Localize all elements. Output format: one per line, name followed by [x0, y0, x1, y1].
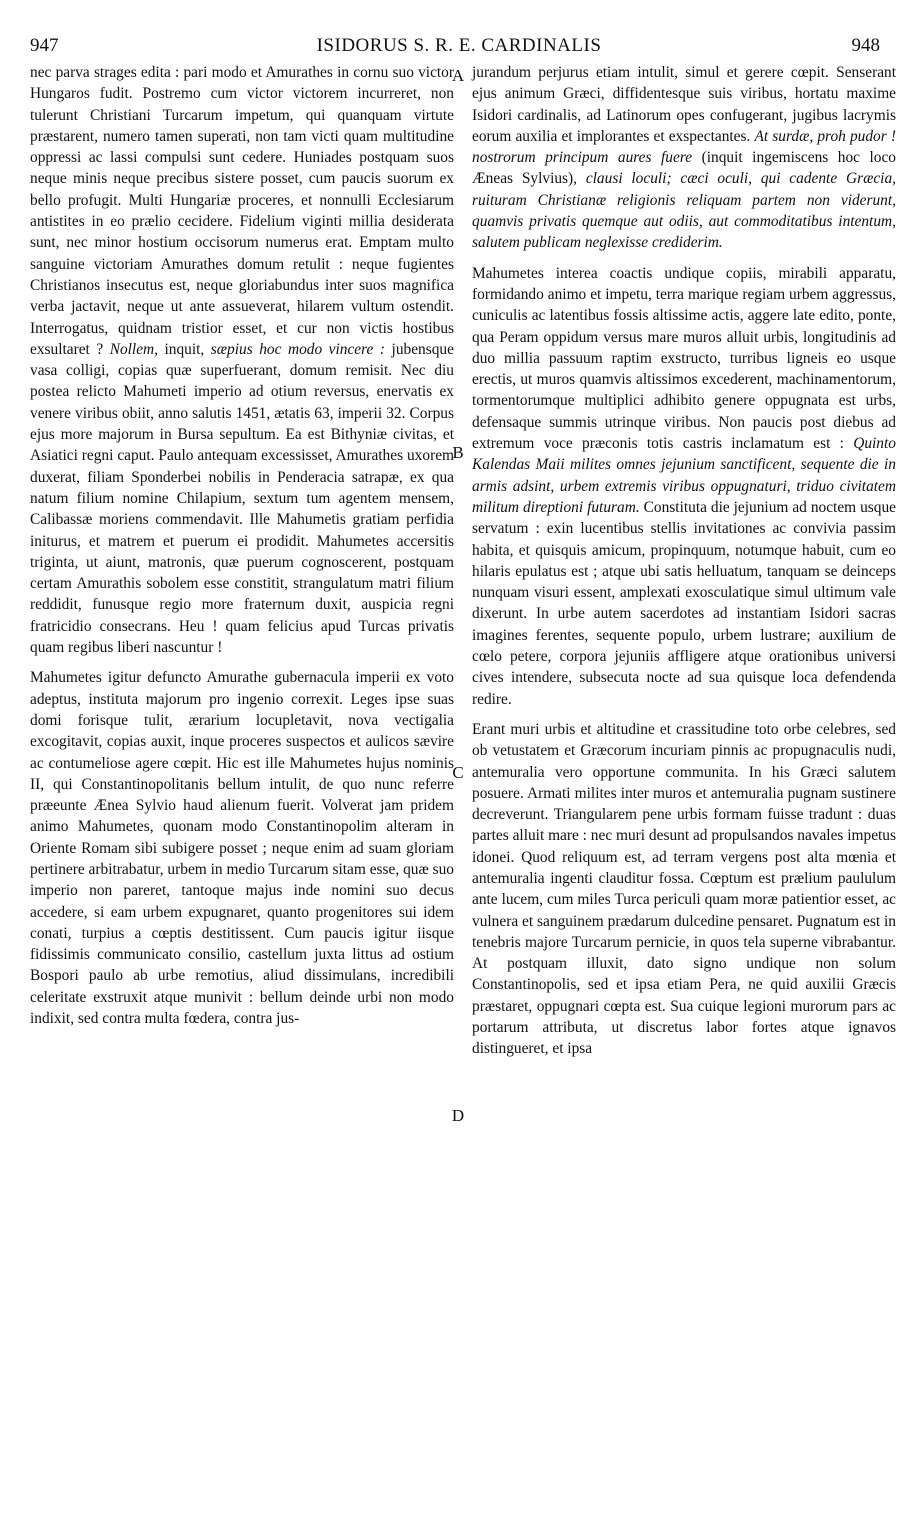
left-quote: Nollem,: [109, 340, 158, 358]
right-text: Mahumetes interea coactis undique copiis, mirabili apparatu, formidando animo et impetu, terra marique regiam urbem aggressus, cuniculis ac latentibus fossis altissime actis, aggere late edito, ponte, qua Peram oppidum versus mare muros alluit urbis, longitudinis ad duo millia passuum raptim exstructo, turribus ligneis eo usque erectis, ut muros quamvis altissimos excederent, machinamentorum, tormentorumque multiplici adhibito genere oppugnata est urbs, defensaque summis utrinque viribus. Non paucis post diebus ad extremum voce præconis totis castris inclamatum est :: [472, 264, 896, 453]
left-paragraph-2: Mahumetes igitur defuncto Amurathe gubernacula imperii ex voto adeptus, instituta majorum pro ingenio correxit. Leges ipse suas domi forisque tulit, ærarium locupletavit, nova vectigalia excogitavit, copias auxit, inque proceres suspectos et aulicos sævire ac contumeliose agere cœpit. Hic est ille Mahumetes hujus nominis II, qui Constantinopolitanis bellum intulit, de quo nunc referre præeunte Ænea Sylvio haud alienum fuerit. Volverat jam pridem animo Mahumetes, quonam modo Constantinopolim alteram in Oriente Romam sibi subigere posset ; neque enim ad suam gloriam pertinere arbitrabatur, urbem in medio Turcarum sitam esse, quæ suo imperio non pareret, tantoque majus inde nomini suo decus accedere, si eam urbem expugnaret, quanto progenitores sui idem conati, turpius a cœptis destitissent. Cum paucis igitur iisque fidissimis communicato consilio, castellum juxta littus ad ostium Bospori paulo ab urbe remotius, aliud dissimulans, incredibili celeritate exstruxit atque munivit : bellum deinde urbi non modo indixit, sed contra multa fœdera, contra jus-: [30, 669, 454, 1028]
margin-letter-c: C: [452, 763, 464, 782]
running-title: ISIDORUS S. R. E. CARDINALIS: [316, 35, 602, 56]
left-text: nec parva strages edita : pari modo et Amurathes in cornu suo victor Hungaros fudit. Postremo cum victor victorem incurreret, non tulerunt Christiani Turcarum impetum, qui quanquam virtute præstarent, numero tamen superati, non tam victi quam multitudine oppressi ac lassi compulsi sunt cedere. Huniades postquam suos neque minis neque precibus sistere posset, cum paucis suorum ex bello profugit. Multi Hungariæ proceres, et nonnulli Ecclesiarum antistites in eo prælio cecidere. Fidelium viginti millia desiderata sunt, nec minor hostium occisorum numerus erat. Emptam multo sanguine victoriam Amurathes domum retulit : neque fugientes Christianos insecutus est, neque gloriabundus inter suos magnifica verba jactavit, neque ut ante assueverat, hilarem vultum ostendit. Interrogatus, quidnam tristior esset, et cur non victis hostibus exsultaret ?: [30, 64, 454, 358]
right-paragraph-2: [472, 263, 896, 710]
left-column: [30, 62, 454, 1029]
right-quote: clausi loculi; cæci oculi, qui cadente Græcia, ruituram Christianæ religionis reliquam partem non viderunt, quamvis privatis quemque aut odiis, aut commoditatibus intentum, salutem publicam neglexisse crediderim.: [472, 170, 896, 252]
left-text: jubensque vasa colligi, copias quæ superfuerant, domum remisit. Nec diu postea relicto Mahumeti imperio ad otium reversus, enervatis ex venere viribus obiit, anno salutis 1451, ætatis 63, imperii 32. Corpus ejus more majorum in Bursa sepultum. Ea est Bithyniæ civitas, et Asiatici regni caput. Paulo antequam excessisset, Amurathes uxorem duxerat, filiam Sponderbei nobilis in Penderacia satrapæ, ex qua natum filium nomine Chilapium, sextum tum agentem mensem, Calibassæ moriens commendavit. Ille Mahumetis gratiam perfidia initurus, et matrem et puerum ei prodidit. Mahumetes accersitis triginta, ut aiunt, matronis, quæ puerum cognoscerent, postquam certam Amurathis sobolem esse constitit, strangulatum matri filium reddidit, funusque regio more fraternum duxit, auspicia regni fratricidio consecrans. Heu ! quam felicius apud Turcas privatis quam regibus liberi nascuntur !: [30, 340, 454, 657]
right-text: jurandum perjurus etiam intulit, simul et gerere cœpit. Senserant ejus animum Græci, diffidentesque suis viribus, hortatu maxime Isidori cardinalis, ad Latinorum opes confugerant, jugibus lacrymis eorum auxilia et implorantes et exspectantes.: [472, 64, 896, 145]
left-quote: sæpius hoc modo vincere :: [210, 340, 386, 358]
right-quote: At surdæ, proh pudor ! nostrorum principum aures fuere: [472, 127, 896, 167]
right-text: (inquit ingemiscens hoc loco Æneas Sylvius),: [472, 149, 897, 188]
margin-letter-a: A: [451, 66, 465, 85]
left-paragraph-1: [30, 62, 454, 658]
left-text: inquit,: [164, 340, 205, 358]
margin-letter-d: D: [451, 1106, 465, 1125]
page-number-left: 947: [30, 35, 59, 56]
right-column: [472, 62, 896, 1060]
right-paragraph-3: Erant muri urbis et altitudine et crassitudine toto orbe celebres, sed ob vetustatem et Græcorum incuriam pinnis ac propugnaculis nudi, antemuralia vero opportune communita. In his Græci salutem posuere. Armati milites inter muros et antemuralia pugnam sustinere decreverunt. Triangularem pene urbis formam fuisse tradunt : duas partes alluit mare : nec muri desunt ad propulsandos navales impetus idonei. Quod reliquum est, ad terram vergens post alta mœnia et antemuralia ingenti clauditur fossa. Cœptum est prælium paululum ante lucem, cum miles Turca periculi quam moræ patientior esset, ac vulnera et sanguinem prædarum dulcedine pensaret. Pugnatum est in tenebris majore Turcarum pernicie, in quos tela superne vibrabantur. At postquam illuxit, dato signo undique non solum Constantinopolis, sed et ipsa etiam Pera, ne quid auxilii Græcis præstaret, oppugnari cœpta est. Sua cuique legioni murorum pars ac portarum attributa, ut discretus labor fortes atque ignavos distingueret, et ipsa: [472, 720, 896, 1058]
margin-letter-b: B: [452, 443, 464, 462]
right-quote: Quinto Kalendas Maii milites omnes jejunium sanctificent, sequente die in armis adsint, urbem extremis viribus oppugnaturi, triduo civitatem militum direptioni futuram.: [472, 435, 896, 516]
page-number-right: 948: [851, 35, 880, 56]
right-paragraph-1: [472, 62, 896, 254]
right-text: Constituta die jejunium ad noctem usque servatum : exin lucentibus stellis invitationes ac convivia passim habita, et quisquis amicum, propinquum, notumque habuit, cum eo hilaris epulatus est ; atque ubi satis helluatum, tanquam se deinceps nunquam visuri essent, amplexati exosculatique simul ultimum vale dixerunt. In urbe autem sacerdotes ad instantiam Isidori sacras imagines ferentes, sequente populo, urbem lustrare; auxilium de cœlo petere, corpora jejuniis affligere atque orationibus universi cives intendere, subsecuta nocte ad sua quisque loca defendenda redire.: [472, 498, 896, 708]
